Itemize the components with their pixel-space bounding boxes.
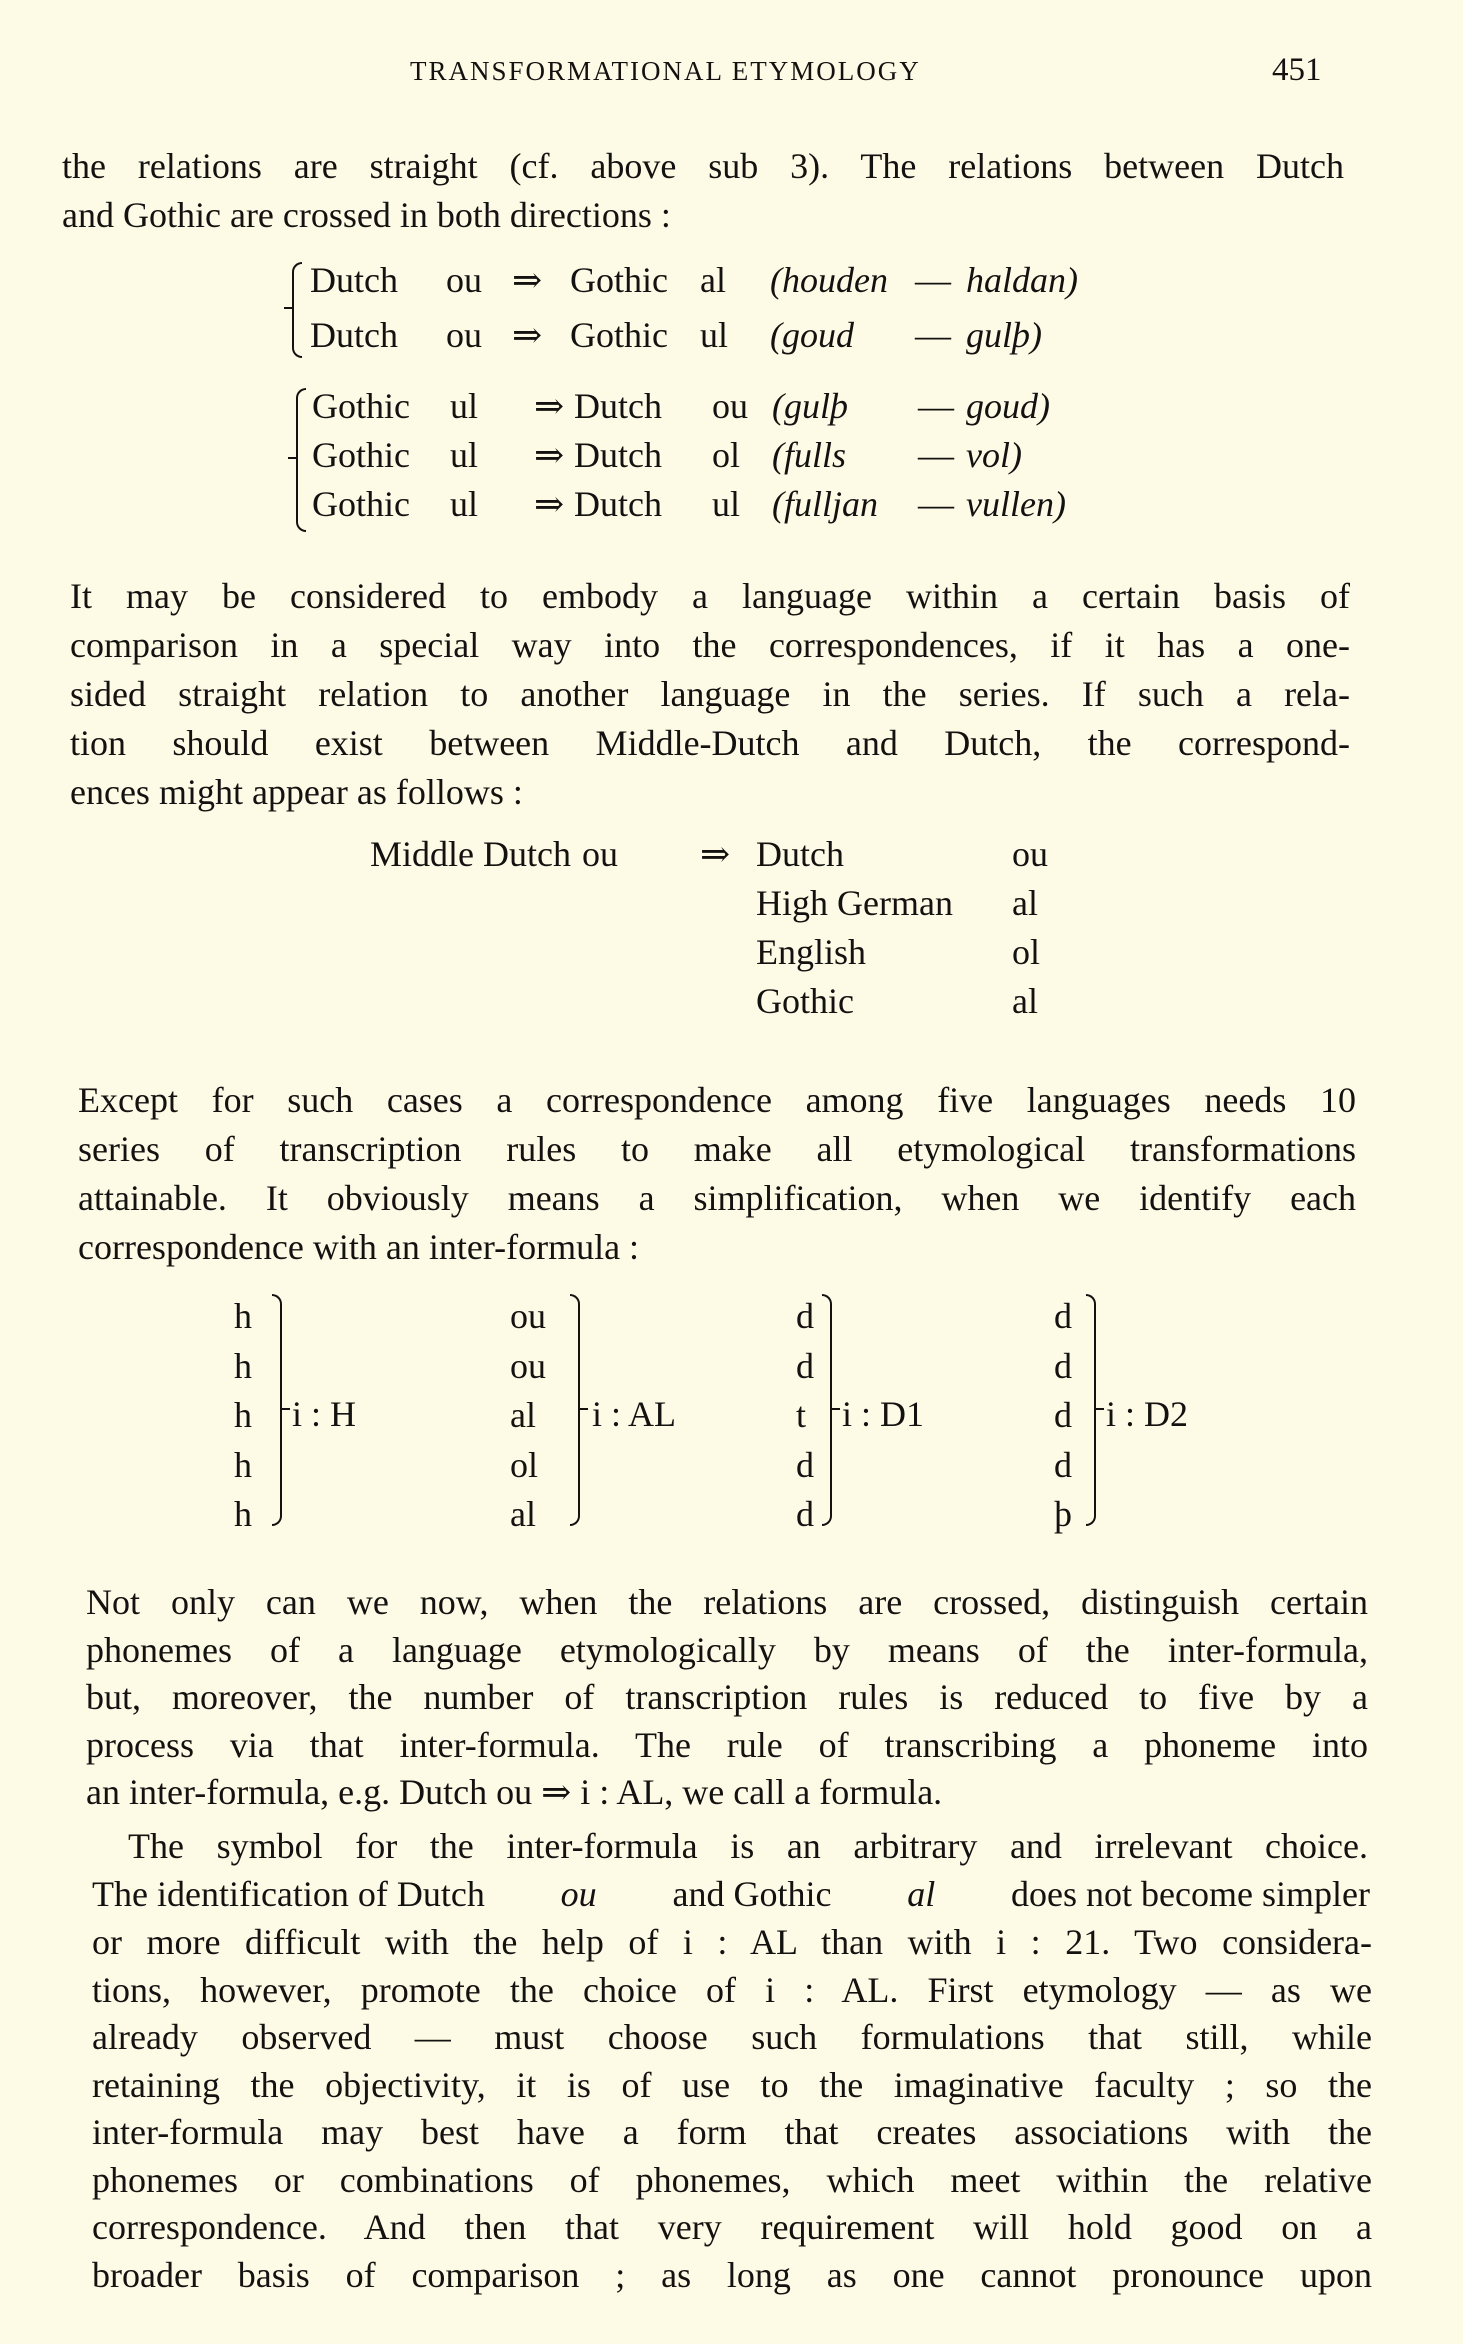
target-phoneme: ol xyxy=(1012,932,1041,972)
text-line: and Gothic are crossed in both directions : xyxy=(62,195,671,235)
target-phoneme: ol xyxy=(712,435,741,475)
text-line: inter-formula may best have a form that creates associations with the xyxy=(92,2112,1372,2152)
inter-formula-label: i : D1 xyxy=(842,1394,925,1434)
target-language: High German xyxy=(756,883,953,923)
text-line: process via that inter-formula. The rule of transcribing a phoneme into xyxy=(86,1724,1368,1765)
text-line: Except for such cases a correspondence among five languages needs 10 xyxy=(78,1080,1356,1120)
italic-phoneme: al xyxy=(907,1874,936,1914)
target-phoneme: ou xyxy=(712,386,748,426)
phoneme: ol xyxy=(510,1444,539,1485)
target-language: Dutch xyxy=(574,435,662,475)
inter-formula-label: i : D2 xyxy=(1106,1394,1189,1434)
phoneme: d xyxy=(796,1345,814,1386)
arrow-symbol: ⇒ xyxy=(534,386,565,426)
arrow-symbol: ⇒ xyxy=(512,260,543,300)
text-line: but, moreover, the number of transcription rules is reduced to five by a xyxy=(86,1677,1368,1717)
text-line: attainable. It obviously means a simplification, when we identify each xyxy=(78,1178,1356,1218)
target-phoneme: al xyxy=(1012,981,1038,1021)
text-line: correspondence. And then that very requirement will hold good on a xyxy=(92,2207,1372,2247)
phoneme: d xyxy=(1054,1296,1072,1336)
text-line: phonemes or combinations of phonemes, which meet within the relative xyxy=(92,2159,1372,2200)
dash: — xyxy=(918,386,954,426)
source-phoneme: ul xyxy=(450,386,479,426)
source-phoneme: ou xyxy=(582,834,618,874)
dash: — xyxy=(918,435,954,475)
text-line: the relations are straight (cf. above sub 3). The relations between Dutch xyxy=(62,146,1344,186)
target-language: Dutch xyxy=(756,834,844,874)
example-word-a: (goud xyxy=(770,315,854,355)
text-line: It may be considered to embody a language within a certain basis of xyxy=(70,576,1350,616)
target-phoneme: al xyxy=(1012,883,1038,923)
text-line: comparison in a special way into the correspondences, if it has a one- xyxy=(70,625,1350,665)
source-language: Dutch xyxy=(310,315,398,355)
right-brace xyxy=(570,1294,580,1526)
phoneme: d xyxy=(1054,1444,1072,1485)
left-brace xyxy=(292,262,302,358)
target-phoneme: ou xyxy=(1012,834,1048,874)
text-line: tion should exist between Middle-Dutch and Dutch, the correspond- xyxy=(70,723,1350,763)
example-word-b: vullen) xyxy=(966,484,1066,524)
phoneme: þ xyxy=(1054,1494,1072,1534)
example-word-b: gulþ) xyxy=(966,315,1042,355)
text-line: tions, however, promote the choice of i : AL. First etymology — as we xyxy=(92,1969,1372,2010)
text-line: retaining the objectivity, it is of use to the imaginative faculty ; so the xyxy=(92,2064,1372,2105)
text-run: The identification of Dutch xyxy=(92,1874,485,1914)
phoneme: al xyxy=(510,1395,536,1435)
example-word-b: vol) xyxy=(966,435,1022,475)
arrow-symbol: ⇒ xyxy=(700,834,731,874)
text-line: Not only can we now, when the relations are crossed, distinguish certain xyxy=(86,1582,1368,1622)
text-line: The symbol for the inter-formula is an arbitrary and irrelevant choice. xyxy=(128,1826,1368,1866)
text-run: and Gothic xyxy=(672,1874,832,1914)
text-line: series of transcription rules to make all etymological transformations xyxy=(78,1129,1356,1169)
italic-phoneme: ou xyxy=(560,1874,597,1914)
dash: — xyxy=(918,484,954,524)
dash: — xyxy=(915,260,951,300)
target-language: Dutch xyxy=(574,386,662,426)
source-language: Gothic xyxy=(312,386,410,426)
example-word-b: haldan) xyxy=(966,260,1078,300)
arrow-symbol: ⇒ xyxy=(512,315,543,355)
phoneme: h xyxy=(234,1494,252,1534)
source-language: Gothic xyxy=(312,435,410,475)
text-line: ences might appear as follows : xyxy=(70,772,523,812)
text-line: phonemes of a language etymologically by means of the inter-formula, xyxy=(86,1629,1368,1670)
brace-point xyxy=(832,1408,840,1410)
inter-formula-label: i : AL xyxy=(592,1394,677,1434)
phoneme: h xyxy=(234,1395,252,1435)
text-run: does not become simpler xyxy=(1011,1874,1370,1914)
right-brace xyxy=(822,1294,832,1526)
phoneme: d xyxy=(1054,1395,1072,1435)
source-language: Middle Dutch xyxy=(370,834,571,874)
page-header xyxy=(0,52,1463,92)
phoneme: d xyxy=(796,1296,814,1336)
right-brace xyxy=(272,1294,282,1526)
example-word-a: (fulls xyxy=(772,435,847,475)
running-head: TRANSFORMATIONAL ETYMOLOGY xyxy=(410,56,921,86)
text-line: broader basis of comparison ; as long as one cannot pronounce upon xyxy=(92,2254,1372,2295)
brace-point xyxy=(284,307,292,309)
brace-point xyxy=(282,1408,290,1410)
example-word-b: goud) xyxy=(966,386,1050,426)
phoneme: d xyxy=(796,1494,814,1534)
example-word-a: (fulljan xyxy=(772,484,878,524)
phoneme: ou xyxy=(510,1345,546,1386)
inter-formula-label: i : H xyxy=(292,1394,357,1434)
phoneme: h xyxy=(234,1444,252,1485)
left-brace xyxy=(296,388,306,532)
source-phoneme: ou xyxy=(446,260,482,300)
text-line: or more difficult with the help of i : AL than with i : 21. Two considera- xyxy=(92,1922,1372,1962)
arrow-symbol: ⇒ xyxy=(534,484,565,524)
phoneme: d xyxy=(1054,1345,1072,1386)
source-phoneme: ul xyxy=(450,435,479,475)
page-number: 451 xyxy=(1272,52,1322,88)
source-phoneme: ou xyxy=(446,315,482,355)
phoneme: t xyxy=(796,1395,807,1435)
phoneme: h xyxy=(234,1345,252,1386)
target-language: Gothic xyxy=(756,981,854,1021)
target-language: Gothic xyxy=(570,260,668,300)
target-phoneme: ul xyxy=(712,484,741,524)
phoneme: d xyxy=(796,1444,814,1485)
text-line: correspondence with an inter-formula : xyxy=(78,1227,640,1267)
text-line: sided straight relation to another language in the series. If such a rela- xyxy=(70,674,1350,714)
target-language: Gothic xyxy=(570,315,668,355)
source-language: Gothic xyxy=(312,484,410,524)
dash: — xyxy=(915,315,951,355)
target-phoneme: ul xyxy=(700,315,729,355)
arrow-symbol: ⇒ xyxy=(534,435,565,475)
brace-point xyxy=(580,1408,588,1410)
brace-point xyxy=(288,457,296,459)
phoneme: al xyxy=(510,1494,536,1534)
phoneme: h xyxy=(234,1296,252,1336)
brace-point xyxy=(1096,1408,1104,1410)
example-word-a: (houden xyxy=(770,260,888,300)
target-language: Dutch xyxy=(574,484,662,524)
text-line: already observed — must choose such formulations that still, while xyxy=(92,2017,1372,2057)
text-line xyxy=(92,1876,1370,1912)
text-line: an inter-formula, e.g. Dutch ou ⇒ i : AL, we call a formula. xyxy=(86,1772,943,1812)
example-word-a: (gulþ xyxy=(772,386,848,426)
phoneme: ou xyxy=(510,1296,546,1336)
target-phoneme: al xyxy=(700,260,726,300)
source-language: Dutch xyxy=(310,260,398,300)
right-brace xyxy=(1086,1294,1096,1526)
target-language: English xyxy=(756,932,867,972)
source-phoneme: ul xyxy=(450,484,479,524)
